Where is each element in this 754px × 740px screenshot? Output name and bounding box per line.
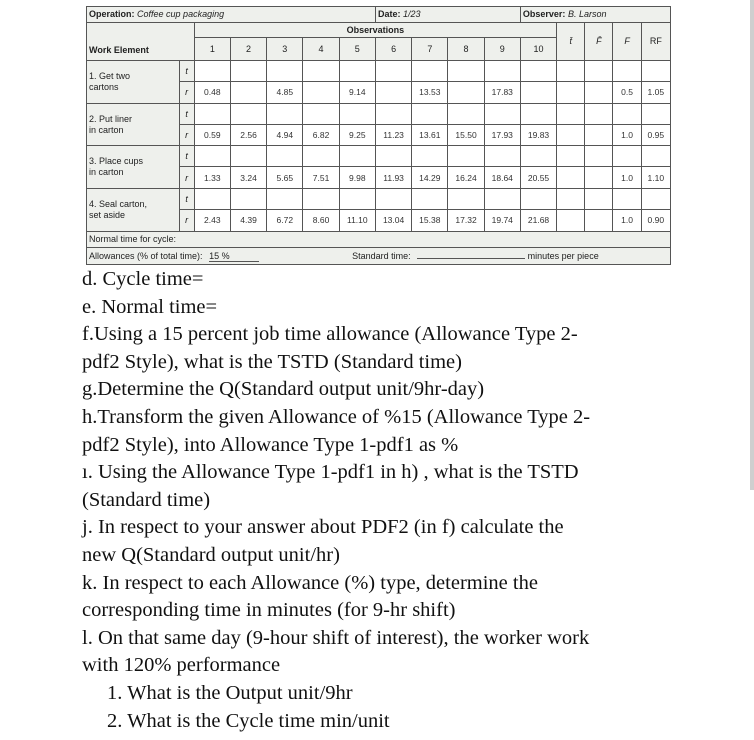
t-label: t (179, 146, 194, 167)
r-label: r (179, 81, 194, 103)
question-line: corresponding time in minutes (for 9-hr shift) (82, 599, 456, 622)
scrollbar[interactable] (750, 0, 754, 490)
reading: 14.29 (412, 167, 448, 189)
date-cell (375, 7, 520, 23)
reading: 11.93 (375, 167, 411, 189)
reading: 21.68 (520, 209, 556, 231)
question-line: pdf2 Style), what is the TSTD (Standard time) (82, 350, 462, 373)
element-4-t-row (87, 188, 671, 209)
reading: 8.60 (303, 209, 339, 231)
question-line: j. In respect to your answer about PDF2 (in f) calculate the (82, 516, 564, 539)
rating-factor-value: 1.10 (641, 167, 670, 189)
reading: 5.65 (267, 167, 303, 189)
obs-number: 1 (194, 38, 230, 61)
frequency-value: 1.0 (613, 124, 641, 146)
operation-label: Operation: (89, 9, 135, 20)
reading: 15.50 (448, 124, 484, 146)
fbar-header: F̄ (585, 22, 613, 60)
rf-header: RF (641, 22, 670, 60)
obs-number: 3 (267, 38, 303, 61)
frequency-value: 0.5 (613, 81, 641, 103)
question-line: k. In respect to each Allowance (%) type, determine the (82, 571, 538, 594)
normal-time-label: Normal time for cycle: (87, 231, 671, 248)
header-row (87, 7, 671, 23)
rating-factor-value: 1.05 (641, 81, 670, 103)
subquestion-line: 1. What is the Output unit/9hr (107, 681, 353, 704)
reading: 9.14 (339, 81, 375, 103)
reading: 20.55 (520, 167, 556, 189)
obs-number: 5 (339, 38, 375, 61)
obs-number: 4 (303, 38, 339, 61)
r-label: r (179, 124, 194, 146)
reading: 3.24 (230, 167, 266, 189)
allowances-row (87, 248, 671, 265)
time-study-sheet (86, 6, 671, 265)
observer-label: Observer: (522, 9, 566, 20)
reading: 11.10 (339, 209, 375, 231)
question-line: with 120% performance (82, 654, 281, 677)
reading: 19.83 (520, 124, 556, 146)
question-line: (Standard time) (82, 488, 211, 511)
allowance-value: 15 % (209, 251, 259, 262)
reading (520, 81, 556, 103)
element-3-t-row (87, 146, 671, 167)
t-label: t (179, 188, 194, 209)
subquestion-line: 2. What is the Cycle time min/unit (107, 709, 390, 732)
reading: 4.85 (267, 81, 303, 103)
r-label: r (179, 209, 194, 231)
reading: 9.98 (339, 167, 375, 189)
observations-header-row (87, 22, 671, 38)
reading: 2.56 (230, 124, 266, 146)
question-line: g.Determine the Q(Standard output unit/9hr-day) (82, 378, 485, 401)
frequency-value: 1.0 (613, 167, 641, 189)
reading: 6.82 (303, 124, 339, 146)
f-header: F (613, 22, 641, 60)
reading: 19.74 (484, 209, 520, 231)
reading: 13.61 (412, 124, 448, 146)
reading: 0.59 (194, 124, 230, 146)
element-2-t-row (87, 103, 671, 124)
allowances-label: Allowances (% of total time): (89, 250, 203, 261)
element-4-name: 4. Seal carton, set aside (87, 188, 180, 231)
reading: 18.64 (484, 167, 520, 189)
rating-factor-value: 0.90 (641, 209, 670, 231)
element-2-name: 2. Put liner in carton (87, 103, 180, 146)
reading: 11.23 (375, 124, 411, 146)
element-3-name: 3. Place cups in carton (87, 146, 180, 189)
element-1-t-row (87, 61, 671, 82)
obs-number: 7 (412, 38, 448, 61)
operation-cell (87, 7, 376, 23)
observer-value: B. Larson (567, 9, 607, 20)
reading: 4.94 (267, 124, 303, 146)
work-element-header: Work Element (87, 22, 195, 60)
questions-block (82, 266, 722, 735)
obs-number: 10 (520, 38, 556, 61)
reading: 13.04 (375, 209, 411, 231)
reading: 9.25 (339, 124, 375, 146)
reading: 2.43 (194, 209, 230, 231)
standard-time-label: Standard time: (352, 250, 411, 261)
frequency-value: 1.0 (613, 209, 641, 231)
per-piece-label: minutes per piece (527, 250, 599, 261)
time-study-table (86, 6, 671, 265)
obs-number: 8 (448, 38, 484, 61)
rating-factor-value: 0.95 (641, 124, 670, 146)
observations-header: Observations (194, 22, 556, 38)
t-label: t (179, 61, 194, 82)
reading (230, 81, 266, 103)
element-1-name: 1. Get two cartons (87, 61, 180, 104)
date-value: 1/23 (403, 9, 421, 20)
reading: 7.51 (303, 167, 339, 189)
question-line: new Q(Standard output unit/hr) (82, 543, 340, 566)
question-line: l. On that same day (9-hour shift of interest), the worker work (82, 626, 590, 649)
reading: 1.33 (194, 167, 230, 189)
reading: 17.93 (484, 124, 520, 146)
question-line: pdf2 Style), into Allowance Type 1-pdf1 as % (82, 433, 459, 456)
question-line: f.Using a 15 percent job time allowance (Allowance Type 2- (82, 323, 578, 346)
date-label: Date: (377, 9, 401, 20)
question-line: e. Normal time= (82, 295, 218, 318)
reading: 13.53 (412, 81, 448, 103)
question-line: ı. Using the Allowance Type 1-pdf1 in h) , what is the TSTD (82, 461, 579, 484)
question-line: h.Transform the given Allowance of %15 (Allowance Type 2- (82, 405, 591, 428)
reading: 4.39 (230, 209, 266, 231)
standard-time-blank (417, 258, 525, 259)
reading: 0.48 (194, 81, 230, 103)
reading: 17.32 (448, 209, 484, 231)
reading: 15.38 (412, 209, 448, 231)
reading: 6.72 (267, 209, 303, 231)
r-label: r (179, 167, 194, 189)
reading (375, 81, 411, 103)
t-label: t (179, 103, 194, 124)
reading (303, 81, 339, 103)
observer-cell (520, 7, 670, 23)
question-line: d. Cycle time= (82, 268, 204, 290)
obs-number: 6 (375, 38, 411, 61)
tbar-header: t̄ (557, 22, 585, 60)
obs-number: 9 (484, 38, 520, 61)
reading (448, 81, 484, 103)
operation-value: Coffee cup packaging (137, 9, 225, 20)
reading: 17.83 (484, 81, 520, 103)
reading: 16.24 (448, 167, 484, 189)
allowances-cell (87, 248, 671, 265)
obs-number: 2 (230, 38, 266, 61)
normal-time-row (87, 231, 671, 248)
